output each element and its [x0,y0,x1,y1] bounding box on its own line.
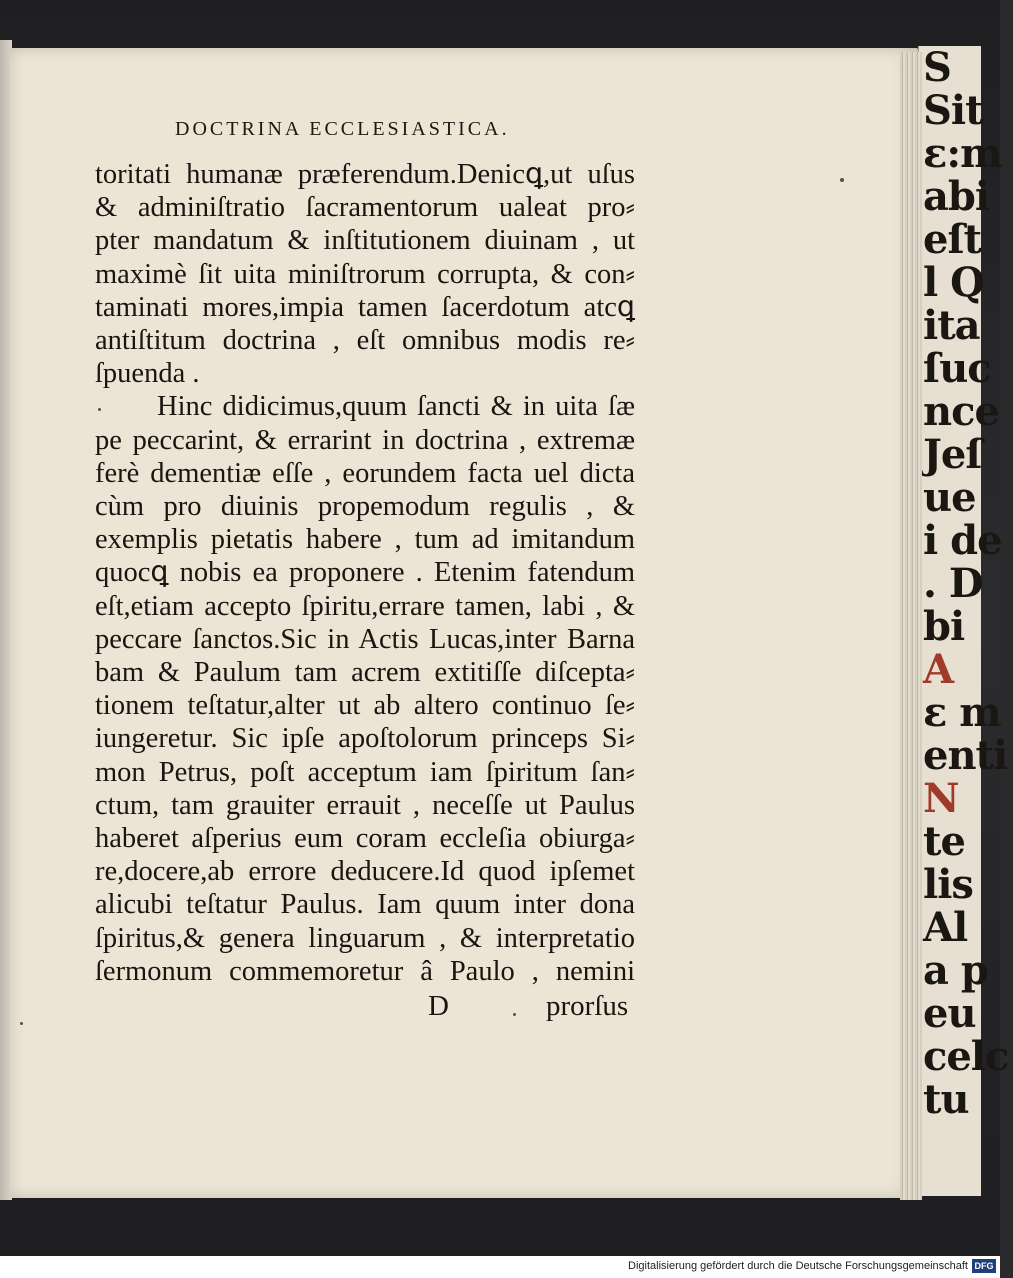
facing-page-line: A [923,646,954,693]
text-line: exemplis pietatis habere , tum ad imitandum [95,524,635,556]
text-line: cùm pro diuinis propemodum regulis , & [95,491,635,523]
facing-page-line: N [923,775,959,822]
text-line: alicubi teſtatur Paulus. Iam quum inter dona [95,889,635,921]
facing-page-line: lis [923,861,973,908]
signature-mark: D [428,990,449,1022]
facing-page-line: a p [923,947,988,994]
text-line: toritati humanæ præferendum.Denicꝗ,ut uſus [95,159,635,190]
facing-page [918,44,1009,1196]
text-line: tionem teſtatur,alter ut ab altero continuo ſe⸗ [95,690,635,722]
text-line: iungeretur. Sic ipſe apoſtolorum princeps Si⸗ [95,723,635,755]
text-line: pe peccarint, & errarint in doctrina , extremæ [95,424,635,456]
facing-page-line: l Q [923,259,984,306]
facing-page-line: nce [923,388,999,435]
running-header: DOCTRINA ECCLESIASTICA. [175,118,510,140]
text-line: eſt,etiam accepto ſpiritu,errare tamen, labi , & [95,590,635,622]
text-line: ctum, tam grauiter errauit , neceſſe ut Paulus [95,789,635,821]
ink-speck [98,408,101,411]
text-line: ſpiritus,& genera linguarum , & interpretatio [95,922,635,954]
facing-page-line: ita [923,302,980,349]
page-edges [900,52,922,1200]
text-line: antiſtitum doctrina , eſt omnibus modis re⸗ [95,325,635,357]
facing-page-line: enti [923,732,1008,779]
text-line: & adminiſtratio ſacramentorum ualeat pro⸗ [95,192,635,224]
text-line: mon Petrus, poſt acceptum iam ſpiritum ſan⸗ [95,756,635,788]
facing-page-line: ſuc [923,345,991,392]
ink-speck [513,1013,516,1016]
text-line: re,docere,ab errore deducere.Id quod ipſemet [95,856,635,888]
facing-page-blackletter-text [923,46,1013,1121]
facing-page-line: eſt [923,216,982,263]
facing-page-line: Sit [923,87,983,134]
text-line: ſermonum commemoretur â Paulo , nemini [95,955,635,987]
text-line: Hinc didicimus,quum ſancti & in uita ſæ [157,391,635,423]
facing-page-line: ε m [923,689,1001,736]
facing-page-line: bi [923,603,965,650]
text-line: peccare ſanctos.Sic in Actis Lucas,inter Barna [95,623,635,655]
facing-page-line: ε:m [923,130,1002,177]
facing-page-line: Al [923,904,968,951]
facing-page-line: . D [923,560,983,607]
text-line: quocꝗ nobis ea proponere . Etenim fatendum [95,557,635,589]
ink-speck [840,178,844,182]
catchword: prorſus [546,990,629,1022]
dfg-logo: DFG [972,1259,996,1273]
ink-speck [20,1022,23,1025]
facing-page-line: i de [923,517,1002,564]
body-text [95,158,635,988]
text-line: bam & Paulum tam acrem extitiſſe diſcepta⸗ [95,657,635,689]
facing-page-line: celc [923,1033,1009,1080]
text-line: ferè dementiæ eſſe , eorundem facta uel dicta [95,457,635,489]
facing-page-line: te [923,818,965,865]
facing-page-line: Jeſ [923,431,982,478]
text-line: taminati mores,impia tamen ſacerdotum atcꝗ [95,291,635,323]
text-line: ſpuenda . [95,358,200,390]
facing-page-line: tu [923,1076,969,1123]
text-line: pter mandatum & inſtitutionem diuinam , ut [95,225,635,257]
facing-page-line: ue [923,474,976,521]
footer-credit: Digitalisierung gefördert durch die Deutsche Forschungsgemeinschaft [628,1260,968,1272]
facing-page-line: eu [923,990,976,1037]
facing-page-line: S [923,44,951,91]
text-line: maximè ſit uita miniſtrorum corrupta, & con⸗ [95,258,635,290]
facing-page-line: abi [923,173,990,220]
text-line: haberet aſperius eum coram eccleſia obiurga⸗ [95,823,635,855]
